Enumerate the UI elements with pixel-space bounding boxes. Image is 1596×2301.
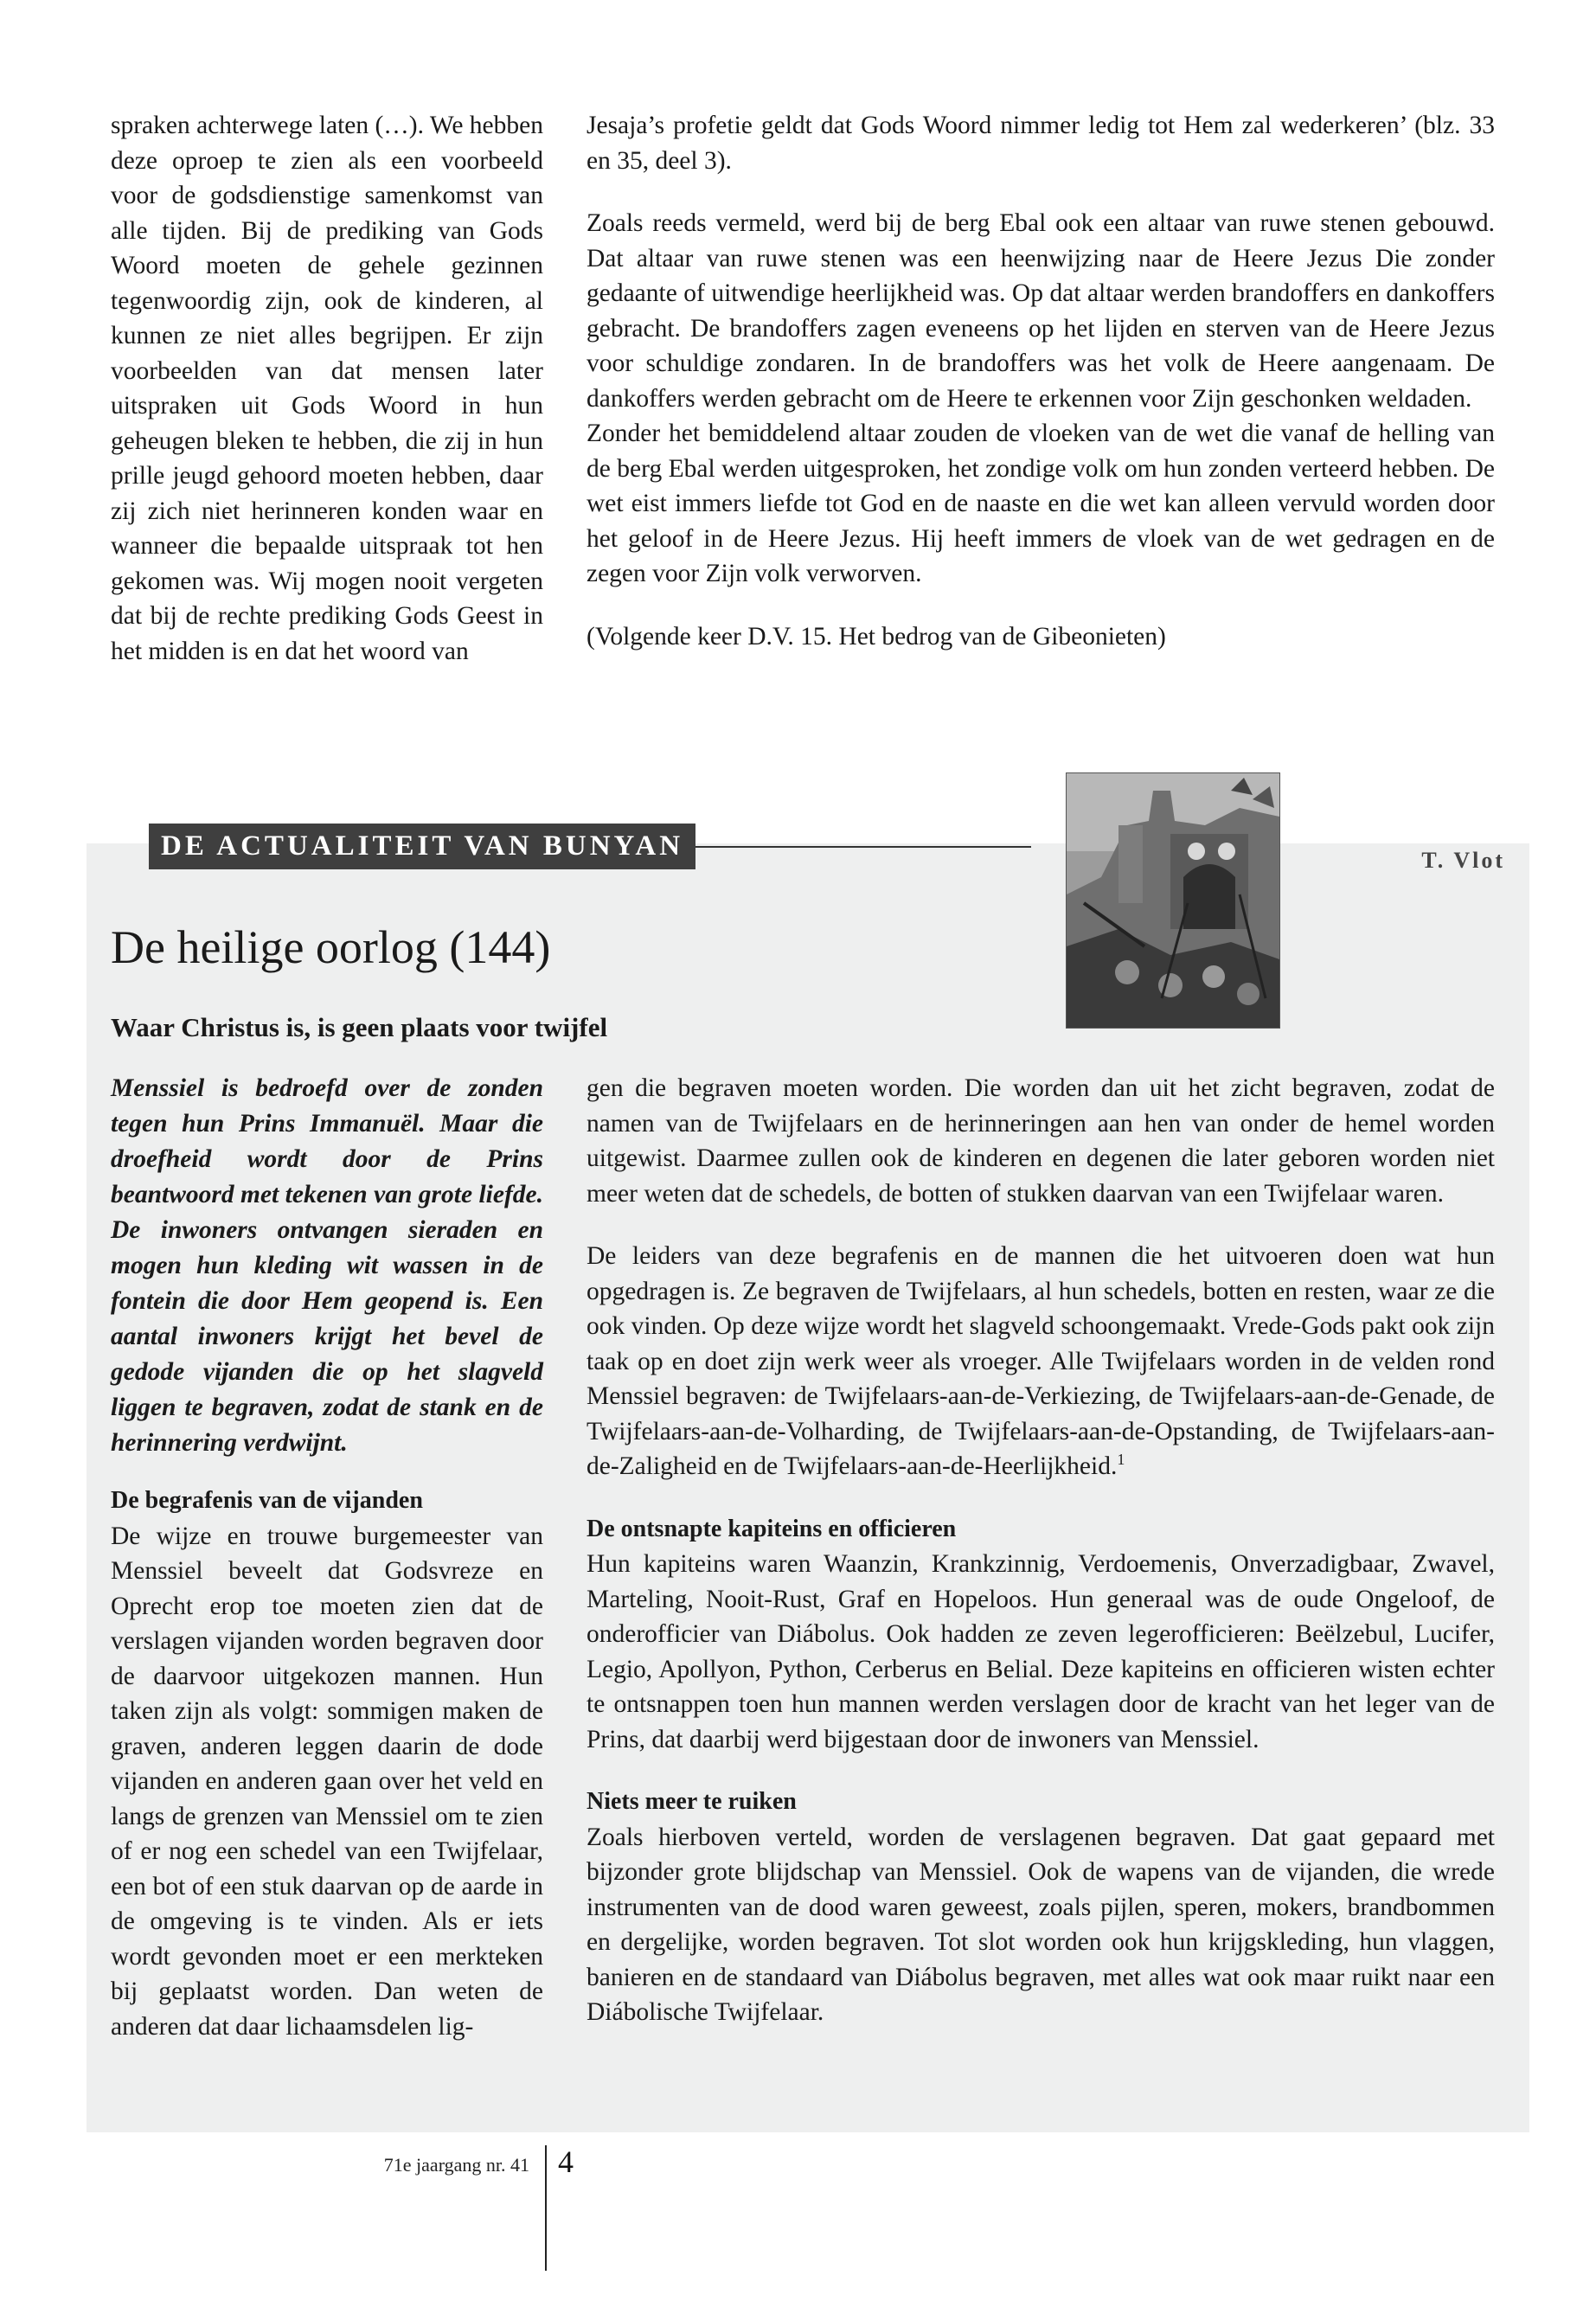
article-left-para: De wijze en trouwe burgemeester van Menssiel beveelt dat Godsvreze en Oprecht erop toe moeten zien dat de verslagen vijanden worden begraven door de daarvoor uitgekozen mannen. Hun taken zijn als volgt: sommigen maken de graven, anderen leggen daarin de dode vijanden en anderen gaan over het veld en langs de grenzen van Menssiel om te zien of er nog een schedel van een Twijfelaar, een bot of een stuk daarvan op de aarde in de omgeving is te vinden. Als er iets wordt gevonden moet er een merkteken bij geplaatst worden. Dan weten de anderen dat daar lichaamsdelen lig- [111,1522,543,2041]
footer-divider [545,2145,547,2271]
top-right-para-2: Zoals reeds vermeld, werd bij de berg Ebal ook een altaar van ruwe stenen gebouwd. Dat altaar van ruwe stenen was een heenwijzing naar de Heere Jezus Die zonder gedaante of uitwendige heerlijkheid was. Op dat altaar werden brandoffers en dankoffers gebracht. De brandoffers zagen eveneens op het lijden en sterven van de Heere Jezus voor schuldige zondaren. In de brandoffers was het volk de Heere aangenaam. De dankoffers werden gebracht om de Heere te erkennen voor Zijn geschonken weldaden. [586,209,1495,413]
article-subtitle: Waar Christus is, is geen plaats voor twijfel [111,1012,608,1042]
illustration-engraving [1067,773,1279,1028]
top-left-text: spraken achterwege laten (…). We hebben deze oproep te zien als een voorbeeld voor de godsdienstige samenkomst van alle tijden. Bij de prediking van Gods Woord moeten de gehele gezinnen tegenwoordig zijn, ook de kinderen, al kunnen ze niet alles begrijpen. Er zijn voorbeelden van dat mensen later uitspraken uit Gods Woord in hun geheugen bleken te hebben, die zij in hun prille jeugd gehoord moeten hebben, daar zij zich niet herinneren konden waar en wanneer die bepaalde uitspraak tot hen gekomen was. Wij mogen nooit vergeten dat bij de rechte prediking Gods Geest in het midden is en dat het woord van [111,112,543,665]
bunyan-illustration [1066,772,1280,1029]
article-right-para-1: gen die begraven moeten worden. Die worden dan uit het zicht begraven, zodat de namen van de Twijfelaars en de herinneringen aan hen van onder de hemel worden uitgewist. Daarmee zullen ook de kinderen en degenen die later geboren worden niet meer weten dat de schedels, de botten of stukken daarvan van een Twijfelaar waren. [586,1074,1495,1208]
top-right-para-1: Jesaja’s profetie geldt dat Gods Woord nimmer ledig tot Hem zal wederkeren’ (blz. 33 en 35, deel 3). [586,112,1495,175]
section-banner: DE ACTUALITEIT VAN BUNYAN [149,824,695,869]
top-left-column [111,108,543,669]
next-time-note: (Volgende keer D.V. 15. Het bedrog van de Gibeonieten) [586,622,1166,651]
heading-ruiken: Niets meer te ruiken [586,1788,797,1815]
issue-label: 71e jaargang nr. 41 [383,2154,529,2176]
heading-begrafenis: De begrafenis van de vijanden [111,1487,423,1514]
top-right-para-3: Zonder het bemiddelend altaar zouden de vloeken van de wet die vanaf de helling van de berg Ebal werden uitgesproken, het zondige volk om hun zonden verteerd hebben. De wet eist immers liefde tot God en de naaste en die wet kan alleen vervuld worden door het geloof in de Heere Jezus. Hij heeft immers de vloek van de wet gedragen en de zegen voor Zijn volk verworven. [586,420,1495,587]
article-right-column [586,1071,1495,2030]
article-right-para-4: Zoals hierboven verteld, worden de verslagenen begraven. Dat gaat gepaard met bijzonder grote blijdschap van Menssiel. Ook de wapens van de vijanden, die wrede instrumenten van de dood waren geweest, zoals pijlen, speren, mokers, brandbommen en dergelijke, worden begraven. Tot slot worden ook hun krijgskleding, hun vlaggen, banieren en de standaard van Diábolus begraven, met alles wat ook maar ruikt naar een Diábolische Twijfelaar. [586,1823,1495,2026]
author-name: T. Vlot [1421,848,1505,873]
article-right-para-2-text: De leiders van deze begrafenis en de mannen die het uitvoeren doen wat hun opgedragen is. Ze begraven de Twijfelaars, al hun schedels, botten en resten, waar ze die ook vinden. Op deze wijze wordt het slagveld schoongemaakt. Vrede-Gods pakt ook zijn taak op en doet zijn werk weer als vroeger. Alle Twijfelaars worden in de velden rond Menssiel begraven: de Twijfelaars-aan-de-Verkiezing, de Twijfelaars-aan-de-Genade, de Twijfelaars-aan-de-Volharding, de Twijfelaars-aan-de-Opstanding, de Twijfelaars-aan-de-Zaligheid en de Twijfelaars-aan-de-Heerlijkheid. [586,1242,1495,1480]
article-intro: Menssiel is bedroefd over de zonden tegen hun Prins Immanuël. Maar die droefheid wordt door de Prins beantwoord met tekenen van grote liefde. De inwoners ontvangen sieraden en mogen hun kleding wit wassen in de fontein die door Hem geopend is. Een aantal inwoners krijgt het bevel de gedode vijanden die op het slagveld liggen te begraven, zodat de stank en de herinnering verdwijnt. [111,1074,543,1457]
article-left-column [111,1071,543,2044]
article-right-para-3: Hun kapiteins waren Waanzin, Krankzinnig, Verdoemenis, Onverzadigbaar, Zwavel, Marteling, Nooit-Rust, Graf en Hopeloos. Hun generaal was de oude Ongeloof, de onderofficier van Diábolus. Ook hadden ze zeven legerofficieren: Beëlzebul, Lucifer, Legio, Apollyon, Python, Cerberus en Belial. Deze kapiteins en officieren wisten echter te ontsnappen toen hun mannen werden verslagen door de kracht van het leger van de Prins, dat daarbij werd bijgestaan door de inwoners van Menssiel. [586,1550,1495,1753]
heading-kapiteins: De ontsnapte kapiteins en officieren [586,1515,957,1542]
article-right-para-2 [586,1239,1495,1484]
footnote-mark: 1 [1117,1451,1125,1469]
page-number: 4 [558,2144,574,2179]
article-title: De heilige oorlog (144) [111,921,551,973]
top-right-column [586,108,1495,654]
